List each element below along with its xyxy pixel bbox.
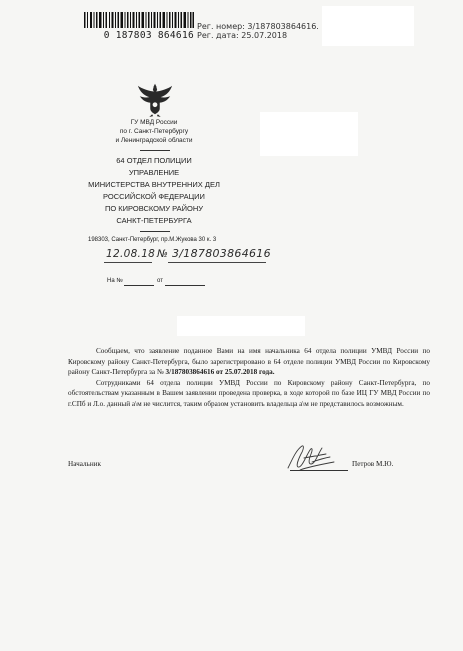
barcode-number: 0 187803 864616 [103, 30, 194, 41]
org-address: 198303, Санкт-Петербург, пр.М.Жукова 30 к. 3 [88, 237, 217, 243]
registration-info [197, 22, 319, 40]
barcode-icon [84, 12, 194, 28]
handwritten-date: 12.08.18 [106, 248, 156, 260]
dept-line-4: РОССИЙСКОЙ ФЕДЕРАЦИИ [103, 192, 205, 201]
dept-line-6: САНКТ-ПЕТЕРБУРГА [116, 216, 192, 225]
registration-number: Рег. номер: 3/187803864616. [197, 22, 319, 31]
registration-date: Рег. дата: 25.07.2018 [197, 31, 288, 40]
eagle-emblem-icon [136, 80, 174, 118]
paragraph-1-registration: 3/187803864616 от 25.07.2018 года. [165, 368, 275, 377]
redacted-recipient [260, 112, 358, 156]
reference-na-blank [124, 285, 154, 286]
org-line-1: ГУ МВД России [130, 119, 178, 126]
redacted-top-right [322, 6, 414, 46]
dept-line-2: УПРАВЛЕНИЕ [128, 168, 180, 177]
header-divider-2 [140, 231, 170, 232]
dept-line-3: МИНИСТЕРСТВА ВНУТРЕННИХ ДЕЛ [88, 180, 220, 189]
org-line-3: и Ленинградской области [115, 137, 193, 144]
number-underline [168, 262, 266, 263]
paragraph-1-text: Сообщаем, что заявление поданное Вами на имя начальника 64 отдела полиции УМВД России по Кировскому району Санкт-Петербурга, было зарегистрировано в 64 отделе полиции УМВД России по Кировскому району Санкт-Петербурга за № [68, 347, 430, 377]
signature-line [290, 470, 348, 471]
signatory-name: Петров М.Ю. [352, 460, 394, 468]
reference-ot-blank [165, 285, 205, 286]
reference-ot-label: от [157, 278, 163, 284]
org-line-2: по г. Санкт-Петербургу [119, 128, 189, 135]
letter-body [68, 346, 430, 410]
handwritten-number: 3/187803864616 [172, 247, 271, 260]
barcode-block [72, 12, 194, 41]
dept-line-5: ПО КИРОВСКОМУ РАЙОНУ [104, 204, 204, 213]
dept-line-1: 64 ОТДЕЛ ПОЛИЦИИ [116, 156, 192, 165]
paragraph-1 [68, 346, 430, 378]
date-underline [104, 262, 152, 263]
handwritten-number-sign: № [157, 248, 169, 260]
header-divider-1 [140, 150, 170, 151]
reference-line [107, 278, 163, 284]
reference-na-label: На № [107, 278, 123, 284]
signatory-role: Начальник [68, 460, 102, 468]
redacted-salutation [177, 316, 305, 336]
paragraph-2: Сотрудниками 64 отдела полиции УМВД России по Кировскому району Санкт-Петербурга, по обстоятельствам указанным в Вашем заявлении проведена проверка, в ходе которой по базе ИЦ ГУ МВД России по г.СПб и Л.о. данный а\м не числится, таким образом установить владельца а\м не представилось возможным. [68, 378, 430, 408]
